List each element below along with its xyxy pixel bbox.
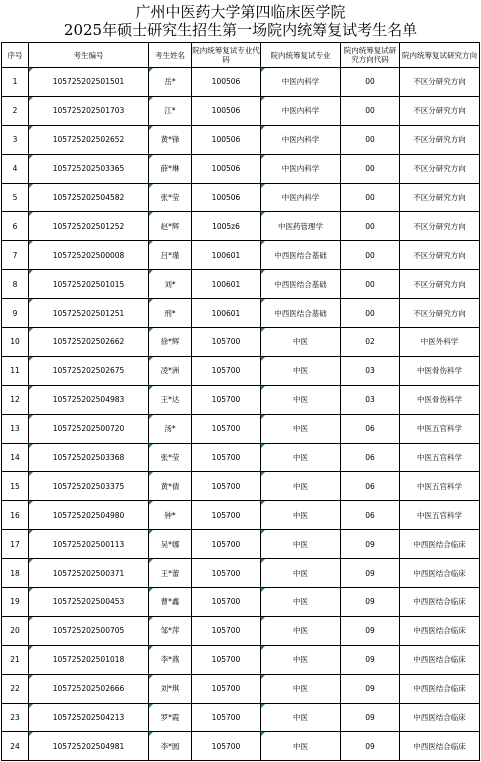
cell-direction: 中医五官科学	[400, 414, 480, 443]
cell-direction-code: 00	[341, 299, 400, 328]
cell-direction-code: 00	[341, 125, 400, 154]
cell-direction-code: 00	[341, 270, 400, 299]
cell-index: 18	[2, 559, 29, 588]
cell-direction: 中西医结合临床	[400, 588, 480, 617]
cell-major-code: 105700	[192, 732, 261, 761]
header-direction-code: 院内统筹复试研究方向代码	[341, 43, 400, 68]
cell-candidate-id: 105725202501703	[29, 96, 149, 125]
cell-index: 20	[2, 616, 29, 645]
cell-major-code: 105700	[192, 328, 261, 357]
cell-direction-code: 03	[341, 385, 400, 414]
cell-major-code: 105700	[192, 443, 261, 472]
cell-direction: 不区分研究方向	[400, 125, 480, 154]
cell-direction-code: 02	[341, 328, 400, 357]
cell-index: 11	[2, 356, 29, 385]
cell-direction-code: 09	[341, 645, 400, 674]
cell-major: 中西医结合基础	[261, 241, 341, 270]
table-row	[2, 530, 480, 559]
cell-candidate-id: 105725202504981	[29, 732, 149, 761]
cell-major: 中医	[261, 414, 341, 443]
cell-major: 中医	[261, 645, 341, 674]
cell-major-code: 100506	[192, 96, 261, 125]
cell-index: 19	[2, 588, 29, 617]
cell-candidate-name: 赵*辉	[149, 212, 192, 241]
cell-index: 2	[2, 96, 29, 125]
cell-direction-code: 00	[341, 212, 400, 241]
cell-direction: 中西医结合临床	[400, 703, 480, 732]
cell-candidate-id: 105725202500113	[29, 530, 149, 559]
cell-index: 15	[2, 472, 29, 501]
cell-major: 中医	[261, 559, 341, 588]
header-candidate-name: 考生姓名	[149, 43, 192, 68]
cell-major: 中医药管理学	[261, 212, 341, 241]
cell-direction: 不区分研究方向	[400, 299, 480, 328]
header-direction: 院内统筹复试研究方向	[400, 43, 480, 68]
cell-candidate-name: 罗*霞	[149, 703, 192, 732]
cell-direction-code: 06	[341, 414, 400, 443]
cell-candidate-id: 105725202500371	[29, 559, 149, 588]
cell-candidate-id: 105725202501018	[29, 645, 149, 674]
cell-candidate-name: 吕*瑾	[149, 241, 192, 270]
cell-candidate-name: 刘*琪	[149, 674, 192, 703]
cell-major-code: 105700	[192, 356, 261, 385]
cell-direction: 不区分研究方向	[400, 68, 480, 97]
cell-candidate-id: 105725202502652	[29, 125, 149, 154]
cell-major: 中医	[261, 443, 341, 472]
cell-index: 14	[2, 443, 29, 472]
cell-major-code: 105700	[192, 530, 261, 559]
header-candidate-id: 考生编号	[29, 43, 149, 68]
cell-index: 23	[2, 703, 29, 732]
cell-direction-code: 00	[341, 241, 400, 270]
cell-candidate-name: 王*达	[149, 385, 192, 414]
table-row	[2, 472, 480, 501]
table-row	[2, 501, 480, 530]
cell-major: 中医	[261, 703, 341, 732]
cell-candidate-id: 105725202504582	[29, 183, 149, 212]
table-row	[2, 356, 480, 385]
cell-index: 17	[2, 530, 29, 559]
cell-candidate-name: 黄*倩	[149, 472, 192, 501]
cell-direction-code: 09	[341, 703, 400, 732]
cell-candidate-id: 105725202504980	[29, 501, 149, 530]
cell-direction-code: 03	[341, 356, 400, 385]
cell-candidate-id: 105725202503365	[29, 154, 149, 183]
cell-index: 6	[2, 212, 29, 241]
cell-candidate-name: 薛*琳	[149, 154, 192, 183]
cell-candidate-name: 凌*洲	[149, 356, 192, 385]
cell-direction: 中医外科学	[400, 328, 480, 357]
cell-major: 中医	[261, 674, 341, 703]
cell-candidate-id: 105725202501252	[29, 212, 149, 241]
cell-candidate-name: 徐*辉	[149, 328, 192, 357]
cell-major-code: 105700	[192, 645, 261, 674]
cell-major-code: 100506	[192, 125, 261, 154]
cell-index: 9	[2, 299, 29, 328]
table-row	[2, 328, 480, 357]
cell-major: 中西医结合基础	[261, 299, 341, 328]
cell-direction-code: 00	[341, 154, 400, 183]
cell-major-code: 100506	[192, 183, 261, 212]
cell-major: 中医	[261, 385, 341, 414]
cell-direction-code: 06	[341, 443, 400, 472]
cell-candidate-name: 张*莹	[149, 443, 192, 472]
cell-direction-code: 06	[341, 472, 400, 501]
cell-candidate-name: 黄*锋	[149, 125, 192, 154]
cell-index: 1	[2, 68, 29, 97]
cell-candidate-name: 邹*萍	[149, 616, 192, 645]
cell-direction-code: 00	[341, 68, 400, 97]
cell-major: 中医	[261, 732, 341, 761]
cell-index: 13	[2, 414, 29, 443]
cell-direction-code: 00	[341, 183, 400, 212]
cell-candidate-name: 刑*	[149, 299, 192, 328]
cell-major-code: 105700	[192, 414, 261, 443]
cell-index: 10	[2, 328, 29, 357]
cell-candidate-id: 105725202501501	[29, 68, 149, 97]
table-row	[2, 68, 480, 97]
cell-direction: 不区分研究方向	[400, 270, 480, 299]
table-row	[2, 96, 480, 125]
cell-direction: 中西医结合临床	[400, 559, 480, 588]
cell-major-code: 100506	[192, 68, 261, 97]
cell-major: 中医	[261, 356, 341, 385]
cell-direction-code: 09	[341, 674, 400, 703]
cell-candidate-id: 105725202502675	[29, 356, 149, 385]
cell-candidate-id: 105725202504213	[29, 703, 149, 732]
cell-major-code: 105700	[192, 559, 261, 588]
cell-major-code: 100601	[192, 241, 261, 270]
header-major-code: 院内统筹复试专业代码	[192, 43, 261, 68]
cell-candidate-name: 李*燕	[149, 645, 192, 674]
cell-direction: 中西医结合临床	[400, 530, 480, 559]
table-body	[2, 68, 480, 761]
cell-major: 中医	[261, 530, 341, 559]
cell-direction: 中西医结合临床	[400, 645, 480, 674]
cell-major-code: 105700	[192, 703, 261, 732]
document-subtitle: 2025年硕士研究生招生第一场院内统筹复试考生名单	[63, 21, 418, 39]
table-row	[2, 674, 480, 703]
cell-major-code: 105700	[192, 674, 261, 703]
cell-direction: 不区分研究方向	[400, 154, 480, 183]
table-row	[2, 443, 480, 472]
table-row	[2, 154, 480, 183]
cell-index: 16	[2, 501, 29, 530]
cell-index: 12	[2, 385, 29, 414]
cell-candidate-name: 吴*娜	[149, 530, 192, 559]
cell-candidate-name: 曹*鑫	[149, 588, 192, 617]
table-row	[2, 703, 480, 732]
cell-direction-code: 06	[341, 501, 400, 530]
cell-major-code: 100601	[192, 270, 261, 299]
cell-index: 4	[2, 154, 29, 183]
table-row	[2, 270, 480, 299]
cell-direction-code: 00	[341, 96, 400, 125]
cell-direction-code: 09	[341, 588, 400, 617]
table-row	[2, 732, 480, 761]
cell-direction-code: 09	[341, 559, 400, 588]
cell-direction: 不区分研究方向	[400, 212, 480, 241]
table-row	[2, 385, 480, 414]
cell-direction: 不区分研究方向	[400, 96, 480, 125]
cell-direction-code: 09	[341, 616, 400, 645]
cell-direction: 中医骨伤科学	[400, 385, 480, 414]
cell-index: 21	[2, 645, 29, 674]
table-row	[2, 588, 480, 617]
cell-candidate-name: 岳*	[149, 68, 192, 97]
cell-candidate-id: 105725202500720	[29, 414, 149, 443]
cell-major-code: 100506	[192, 154, 261, 183]
cell-candidate-id: 105725202504983	[29, 385, 149, 414]
cell-major: 中医	[261, 501, 341, 530]
table-row	[2, 414, 480, 443]
cell-major: 中医内科学	[261, 68, 341, 97]
cell-candidate-name: 江*	[149, 96, 192, 125]
cell-index: 5	[2, 183, 29, 212]
cell-major-code: 105700	[192, 616, 261, 645]
cell-candidate-name: 钟*	[149, 501, 192, 530]
cell-candidate-id: 105725202501251	[29, 299, 149, 328]
cell-candidate-id: 105725202502666	[29, 674, 149, 703]
cell-index: 8	[2, 270, 29, 299]
cell-direction: 中西医结合临床	[400, 616, 480, 645]
cell-candidate-name: 王*蕾	[149, 559, 192, 588]
cell-candidate-id: 105725202501015	[29, 270, 149, 299]
cell-direction: 中西医结合临床	[400, 674, 480, 703]
cell-major: 中西医结合基础	[261, 270, 341, 299]
cell-index: 3	[2, 125, 29, 154]
cell-index: 24	[2, 732, 29, 761]
table-row	[2, 125, 480, 154]
cell-candidate-name: 张*莹	[149, 183, 192, 212]
cell-candidate-id: 105725202502662	[29, 328, 149, 357]
cell-major: 中医	[261, 328, 341, 357]
cell-candidate-id: 105725202503368	[29, 443, 149, 472]
table-row	[2, 212, 480, 241]
cell-direction: 中医五官科学	[400, 443, 480, 472]
cell-major: 中医	[261, 472, 341, 501]
cell-direction: 中医五官科学	[400, 501, 480, 530]
document-title: 广州中医药大学第四临床医学院	[135, 3, 346, 21]
cell-major: 中医	[261, 588, 341, 617]
table-row	[2, 559, 480, 588]
table-row	[2, 241, 480, 270]
cell-major: 中医内科学	[261, 183, 341, 212]
cell-candidate-id: 105725202500705	[29, 616, 149, 645]
cell-candidate-name: 李*圆	[149, 732, 192, 761]
table-header-row	[2, 43, 480, 68]
cell-major-code: 105700	[192, 588, 261, 617]
cell-major-code: 1005z6	[192, 212, 261, 241]
cell-index: 7	[2, 241, 29, 270]
header-major: 院内统筹复试专业	[261, 43, 341, 68]
table-row	[2, 645, 480, 674]
header-index: 序号	[2, 43, 29, 68]
cell-major-code: 105700	[192, 501, 261, 530]
cell-major: 中医内科学	[261, 125, 341, 154]
cell-direction-code: 09	[341, 530, 400, 559]
cell-direction: 中医五官科学	[400, 472, 480, 501]
cell-major-code: 105700	[192, 385, 261, 414]
cell-major: 中医内科学	[261, 96, 341, 125]
cell-candidate-id: 105725202503375	[29, 472, 149, 501]
cell-major-code: 100601	[192, 299, 261, 328]
cell-candidate-id: 105725202500453	[29, 588, 149, 617]
cell-major-code: 105700	[192, 472, 261, 501]
cell-candidate-name: 刘*	[149, 270, 192, 299]
cell-direction: 中西医结合临床	[400, 732, 480, 761]
cell-direction: 不区分研究方向	[400, 241, 480, 270]
table-row	[2, 616, 480, 645]
cell-direction-code: 09	[341, 732, 400, 761]
cell-major: 中医内科学	[261, 154, 341, 183]
cell-index: 22	[2, 674, 29, 703]
cell-candidate-id: 105725202500008	[29, 241, 149, 270]
cell-major: 中医	[261, 616, 341, 645]
cell-direction: 中医骨伤科学	[400, 356, 480, 385]
cell-direction: 不区分研究方向	[400, 183, 480, 212]
table-row	[2, 183, 480, 212]
cell-candidate-name: 汤*	[149, 414, 192, 443]
table-row	[2, 299, 480, 328]
candidate-table	[1, 42, 480, 761]
